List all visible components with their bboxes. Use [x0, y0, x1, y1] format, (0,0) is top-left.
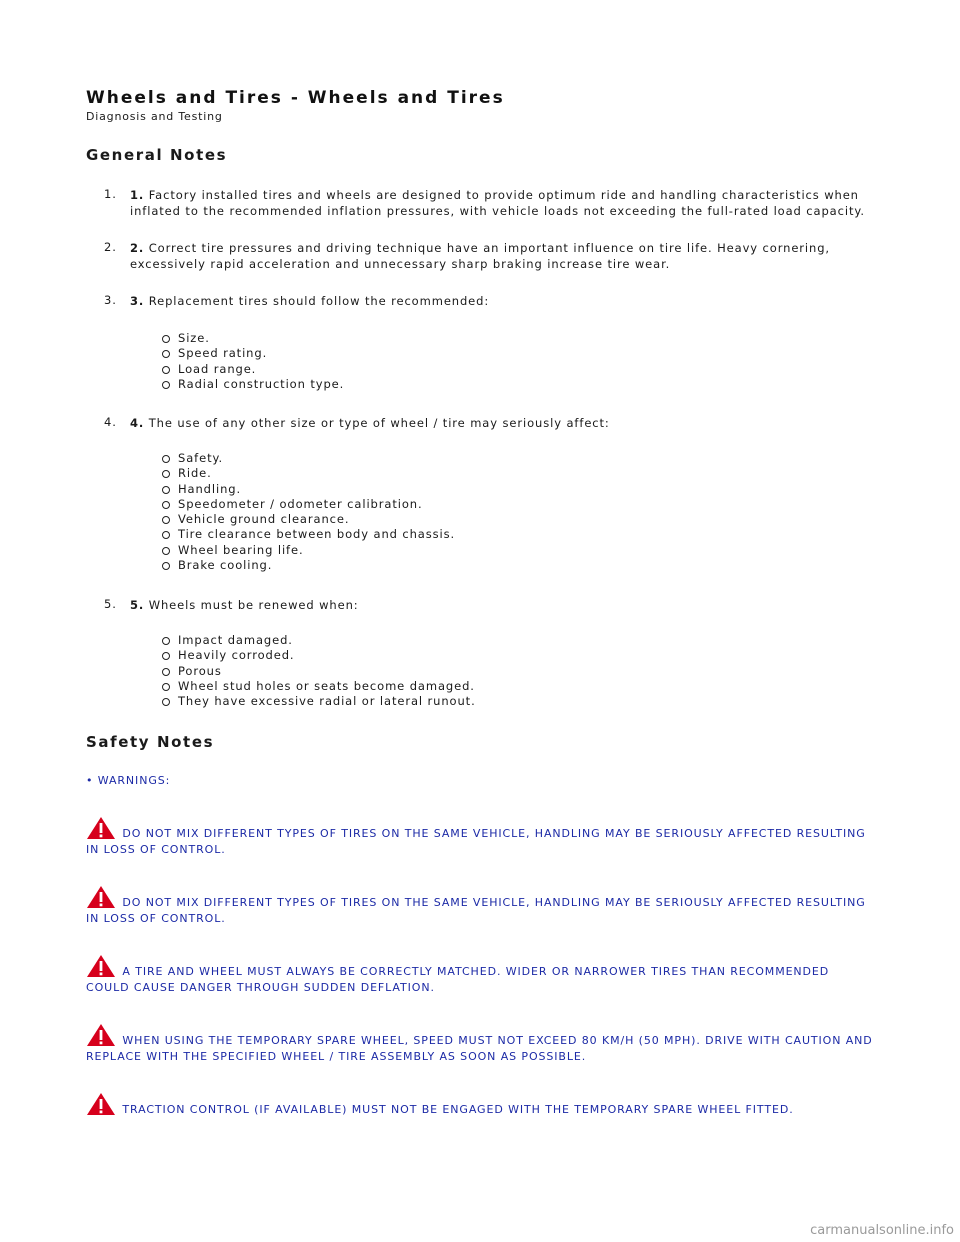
list-item: Load range.	[162, 362, 344, 377]
warning-text: DO NOT MIX DIFFERENT TYPES OF TIRES ON THE SAME VEHICLE, HANDLING MAY BE SERIOUSLY AFFECTED RESULTING IN LOSS OF CONTROL.	[86, 827, 866, 856]
list-item: Wheel stud holes or seats become damaged.	[162, 679, 476, 694]
circle-bullet-icon	[162, 381, 170, 389]
circle-bullet-icon	[162, 698, 170, 706]
circle-bullet-icon	[162, 562, 170, 570]
warning-triangle-icon	[86, 1023, 116, 1047]
item-text: Factory installed tires and wheels are designed to provide optimum ride and handling characteristics when inflated to the recommended inflation pressures, with vehicle loads not exceeding the full-rated load capacity.	[130, 188, 865, 218]
item-bold-number: 5.	[130, 598, 145, 612]
warning-text: DO NOT MIX DIFFERENT TYPES OF TIRES ON THE SAME VEHICLE, HANDLING MAY BE SERIOUSLY AFFECTED RESULTING IN LOSS OF CONTROL.	[86, 896, 866, 925]
list-item: Size.	[162, 331, 344, 346]
circle-bullet-icon	[162, 516, 170, 524]
list-item: Tire clearance between body and chassis.	[162, 527, 455, 542]
item-bold-number: 3.	[130, 294, 145, 308]
list-item: Safety.	[162, 451, 455, 466]
watermark[interactable]: carmanualsonline.info	[810, 1223, 954, 1238]
general-note-item	[130, 597, 875, 613]
general-note-item	[130, 240, 875, 272]
item-text: Correct tire pressures and driving technique have an important influence on tire life. Heavy cornering, excessively rapid acceleration and unnecessary sharp braking increase tire wear.	[130, 241, 830, 271]
warning-item	[86, 885, 876, 927]
list-item: Radial construction type.	[162, 377, 344, 392]
list-item: Handling.	[162, 482, 455, 497]
item-number: 1.	[104, 187, 117, 201]
circle-bullet-icon	[162, 350, 170, 358]
circle-bullet-icon	[162, 335, 170, 343]
item-bold-number: 4.	[130, 416, 145, 430]
warning-triangle-icon	[86, 816, 116, 840]
item-number: 2.	[104, 240, 117, 254]
item-text: The use of any other size or type of wheel / tire may seriously affect:	[144, 416, 610, 430]
list-item: Speedometer / odometer calibration.	[162, 497, 455, 512]
warning-item	[86, 1092, 876, 1118]
warning-item	[86, 816, 876, 858]
warning-text: WHEN USING THE TEMPORARY SPARE WHEEL, SPEED MUST NOT EXCEED 80 KM/H (50 MPH). DRIVE WITH CAUTION AND REPLACE WITH THE SPECIFIED WHEEL / TIRE ASSEMBLY AS SOON AS POSSIBLE.	[86, 1034, 873, 1063]
circle-bullet-icon	[162, 455, 170, 463]
list-item: Vehicle ground clearance.	[162, 512, 455, 527]
general-notes-heading: General Notes	[86, 146, 228, 164]
warning-text: A TIRE AND WHEEL MUST ALWAYS BE CORRECTLY MATCHED. WIDER OR NARROWER TIRES THAN RECOMMENDED COULD CAUSE DANGER THROUGH SUDDEN DEFLATION.	[86, 965, 830, 994]
warning-item	[86, 1023, 876, 1065]
item-number: 3.	[104, 293, 117, 307]
warning-text: TRACTION CONTROL (IF AVAILABLE) MUST NOT BE ENGAGED WITH THE TEMPORARY SPARE WHEEL FITTED.	[118, 1103, 794, 1116]
bullet-list	[162, 331, 344, 392]
list-item: Impact damaged.	[162, 633, 476, 648]
list-item: Ride.	[162, 466, 455, 481]
list-item: Heavily corroded.	[162, 648, 476, 663]
page-subtitle: Diagnosis and Testing	[86, 110, 223, 123]
circle-bullet-icon	[162, 486, 170, 494]
circle-bullet-icon	[162, 531, 170, 539]
circle-bullet-icon	[162, 652, 170, 660]
item-number: 4.	[104, 415, 117, 429]
item-number: 5.	[104, 597, 117, 611]
item-bold-number: 2.	[130, 241, 145, 255]
general-note-item	[130, 415, 875, 431]
item-bold-number: 1.	[130, 188, 145, 202]
circle-bullet-icon	[162, 366, 170, 374]
list-item: Brake cooling.	[162, 558, 455, 573]
circle-bullet-icon	[162, 637, 170, 645]
general-note-item	[130, 293, 875, 309]
circle-bullet-icon	[162, 683, 170, 691]
bullet-list	[162, 633, 476, 709]
circle-bullet-icon	[162, 470, 170, 478]
warning-item	[86, 954, 876, 996]
list-item: They have excessive radial or lateral runout.	[162, 694, 476, 709]
warning-triangle-icon	[86, 954, 116, 978]
bullet-list	[162, 451, 455, 573]
page-title: Wheels and Tires - Wheels and Tires	[86, 88, 505, 108]
safety-notes-heading: Safety Notes	[86, 733, 215, 751]
circle-bullet-icon	[162, 547, 170, 555]
circle-bullet-icon	[162, 501, 170, 509]
warning-triangle-icon	[86, 1092, 116, 1116]
item-text: Replacement tires should follow the recommended:	[144, 294, 490, 308]
item-text: Wheels must be renewed when:	[144, 598, 359, 612]
circle-bullet-icon	[162, 668, 170, 676]
warning-triangle-icon	[86, 885, 116, 909]
list-item: Wheel bearing life.	[162, 543, 455, 558]
list-item: Speed rating.	[162, 346, 344, 361]
list-item: Porous	[162, 664, 476, 679]
warnings-label: • WARNINGS:	[86, 774, 171, 787]
general-note-item	[130, 187, 875, 219]
